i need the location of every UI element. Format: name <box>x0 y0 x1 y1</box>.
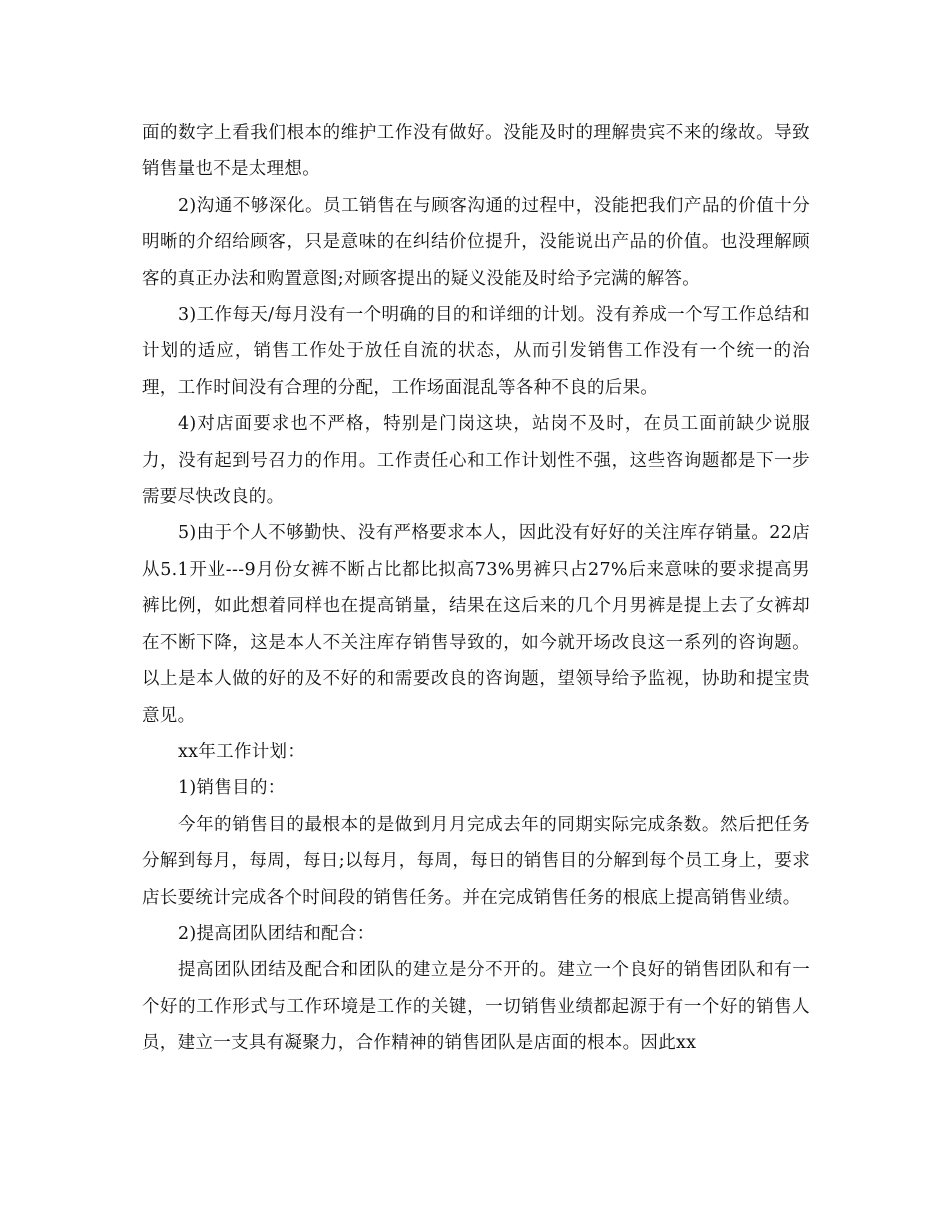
document-body <box>142 115 810 1062</box>
paragraph: 提高团队团结及配合和团队的建立是分不开的。建立一个良好的销售团队和有一个好的工作形式与工作环境是工作的关键，一切销售业绩都起源于有一个好的销售人员，建立一支具有凝聚力，合作精神的销售团队是店面的根本。因此xx <box>142 960 810 1054</box>
paragraph: 4)对店面要求也不严格，特别是门岗这块，站岗不及时，在员工面前缺少说服力，没有起到号召力的作用。工作责任心和工作计划性不强，这些咨询题都是下一步需要尽快改良的。 <box>142 414 810 508</box>
paragraph: 3)工作每天/每月没有一个明确的目的和详细的计划。没有养成一个写工作总结和计划的适应，销售工作处于放任自流的状态，从而引发销售工作没有一个统一的治理，工作时间没有合理的分配，工作场面混乱等各种不良的后果。 <box>142 305 810 398</box>
section-heading: xx年工作计划： <box>178 741 306 762</box>
subsection-heading: 1)销售目的： <box>178 778 286 799</box>
paragraph: 面的数字上看我们根本的维护工作没有做好。没能及时的理解贵宾不来的缘故。导致销售量也不是太理想。 <box>142 123 810 180</box>
paragraph: 2)沟通不够深化。员工销售在与顾客沟通的过程中，没能把我们产品的价值十分明晰的介绍给顾客，只是意味的在纠结价位提升，没能说出产品的价值。也没理解顾客的真正办法和购置意图;对顾客提出的疑义没能及时给予完满的解答。 <box>142 195 810 289</box>
paragraph: 5)由于个人不够勤快、没有严格要求本人，因此没有好好的关注库存销量。22店从5.1开业---9月份女裤不断占比都比拟高73%男裤只占27%后来意味的要求提高男裤比例，如此想着同样也在提高销量，结果在这后来的几个月男裤是提上去了女裤却在不断下降，这是本人不关注库存销售导致的，如今就开场改良这一系列的咨询题。以上是本人做的好的及不好的和需要改良的咨询题，望领导给予监视，协助和提宝贵意见。 <box>142 523 810 726</box>
subsection-heading: 2)提高团队团结和配合： <box>178 923 375 944</box>
paragraph: 今年的销售目的最根本的是做到月月完成去年的同期实际完成条数。然后把任务分解到每月，每周，每日;以每月，每周，每日的销售目的分解到每个员工身上，要求店长要统计完成各个时间段的销售任务。并在完成销售任务的根底上提高销售业绩。 <box>142 814 810 908</box>
